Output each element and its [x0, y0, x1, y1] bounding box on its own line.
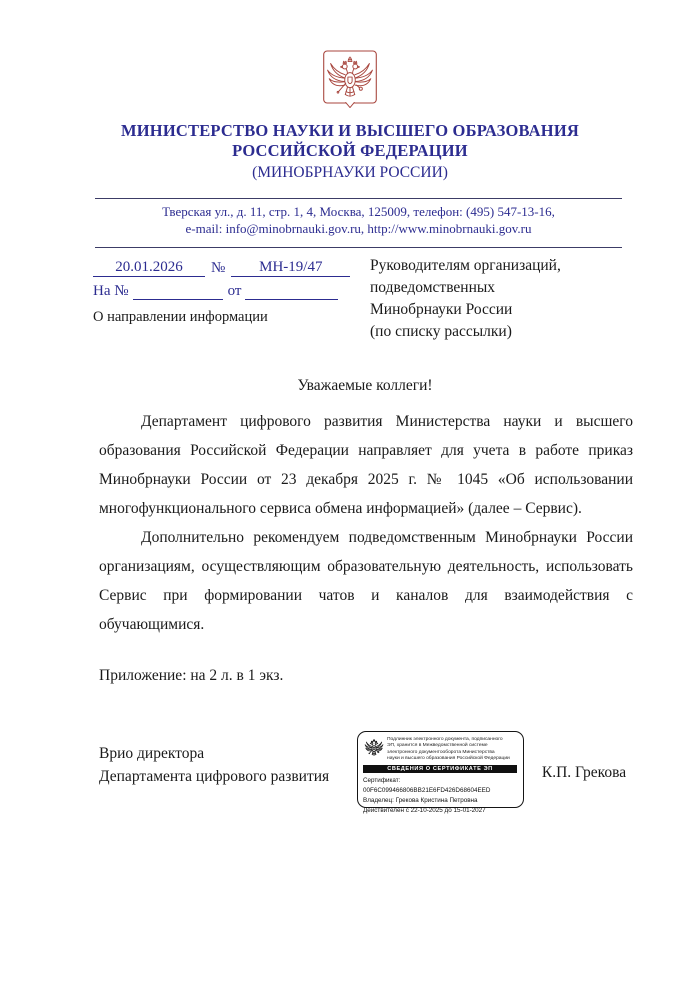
stamp-certificate-validity: Действителен с 22-10-2025 до 15-01-2027 [363, 807, 486, 815]
body-paragraph: Дополнительно рекомендуем подведомственным Минобрнауки России организациям, осуществляющим образовательную деятельность, использовать Сервис при формировании чатов и каналов для взаимодействия с обучающимися. [99, 529, 633, 633]
attachment-note: Приложение: на 2 л. в 1 экз. [99, 667, 284, 684]
reply-number-label: На № [93, 283, 129, 299]
letter-date-field: 20.01.2026 [93, 259, 205, 277]
header-divider-bottom [95, 247, 622, 248]
stamp-header-line: ЭП, хранится в Межведомственной системе [387, 743, 488, 749]
salutation: Уважаемые коллеги! [297, 377, 433, 394]
ministry-contact-block [95, 203, 622, 237]
date-number-row [93, 259, 353, 277]
addressee-line: Руководителям организаций, [370, 257, 561, 274]
ministry-email-line: e-mail: info@minobrnauki.gov.ru, http://www.minobrnauki.gov.ru [185, 221, 532, 236]
stamp-certificate-number: Сертификат: 00F6C099466806BB21E6FD426D68604EED [363, 776, 491, 794]
russian-coat-of-arms-icon [321, 49, 379, 113]
header-divider-top [95, 198, 622, 199]
stamp-header-line: науки и высшего образования Российской Федерации [387, 756, 510, 762]
stamp-header-line: Подлинник электронного документа, подписанного [387, 737, 503, 742]
stamp-certificate-bar: СВЕДЕНИЯ О СЕРТИФИКАТЕ ЭП [363, 765, 517, 774]
reply-date-blank-field [245, 282, 338, 300]
ministry-name-line1: МИНИСТЕРСТВО НАУКИ И ВЫСШЕГО ОБРАЗОВАНИЯ [121, 121, 579, 140]
ministry-name-line2: РОССИЙСКОЙ ФЕДЕРАЦИИ [232, 140, 468, 160]
addressee-line: (по списку рассылки) [370, 323, 512, 340]
reply-from-label: от [227, 283, 242, 299]
signer-position-line1: Врио директора [99, 745, 205, 762]
ministry-address-line: Тверская ул., д. 11, стр. 1, 4, Москва, 125009, телефон: (495) 547-13-16, [162, 204, 555, 219]
stamp-certificate-details [363, 776, 517, 817]
body-paragraph: Департамент цифрового развития Министерства науки и высшего образования Российской Федерации направляет для учета в работе приказ Минобрнауки России от 23 декабря 2025 г. № 1045 «Об использовании многофункционального сервиса обмена информацией» (далее – Сервис). [99, 413, 633, 517]
reply-number-blank-field [133, 282, 223, 300]
letter-requisites [93, 259, 353, 326]
addressee-line: подведомственных [370, 279, 496, 296]
letter-body [99, 407, 633, 639]
electronic-signature-stamp [357, 731, 524, 815]
ministry-name [60, 121, 640, 160]
signer-position-line2: Департамента цифрового развития [99, 768, 330, 785]
stamp-certificate-owner: Владелец: Грекова Кристина Петровна [363, 796, 478, 804]
addressee-block [370, 255, 588, 343]
letter-subject: О направлении информации [93, 309, 268, 325]
stamp-header-line: электронного документооборота Министерства [387, 749, 495, 755]
stamp-eagle-icon [363, 736, 384, 759]
signer-position [99, 742, 329, 788]
signer-name: К.П. Грекова [541, 764, 627, 781]
stamp-header [363, 736, 517, 763]
ministry-short-name: (МИНОБРНАУКИ РОССИИ) [252, 164, 448, 181]
stamp-header-text [387, 736, 510, 763]
number-sign: № [211, 260, 226, 276]
addressee-line: Минобрнауки России [370, 301, 513, 318]
reply-reference-row [93, 282, 353, 300]
letter-number-field: МН-19/47 [231, 259, 350, 277]
